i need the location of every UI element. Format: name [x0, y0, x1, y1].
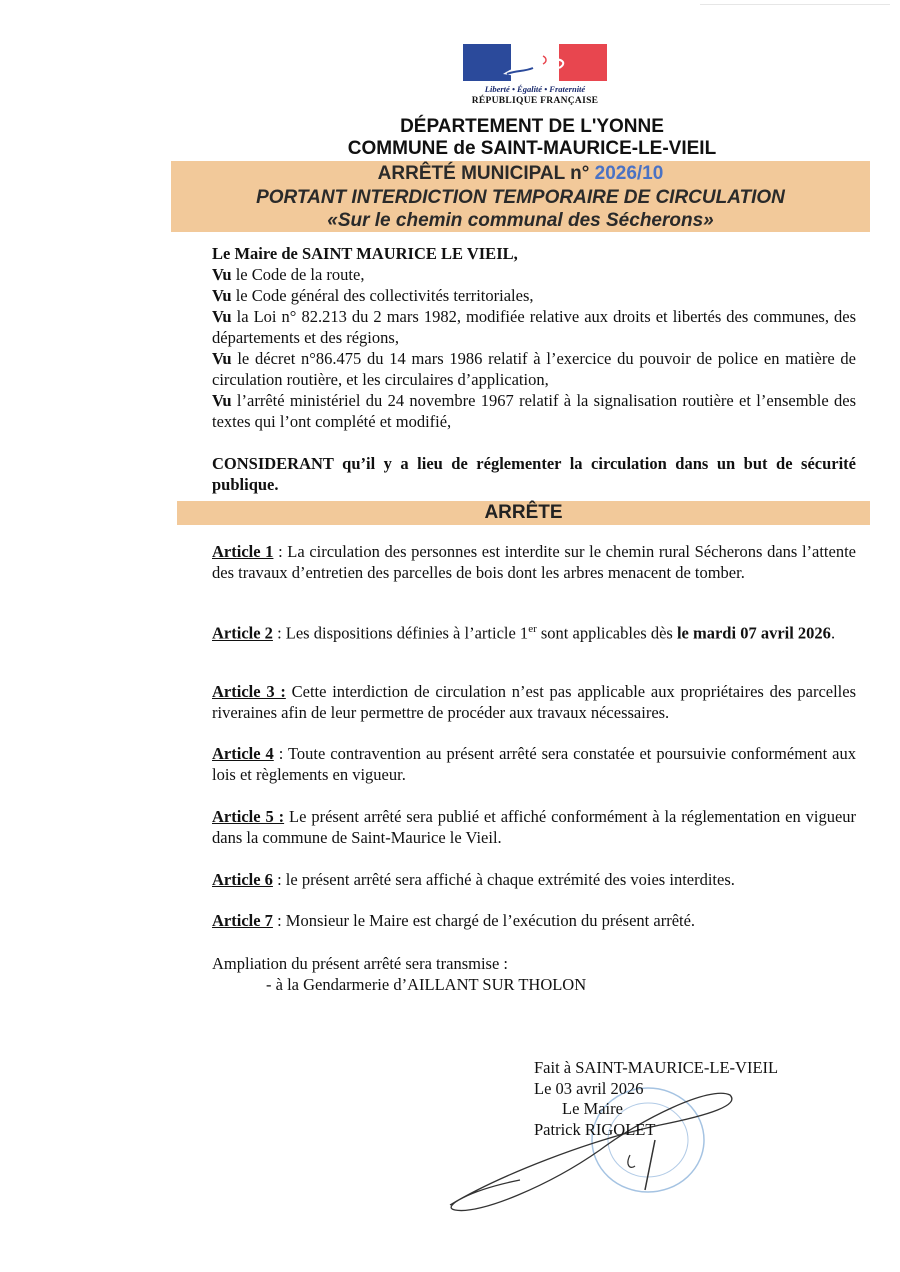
vu-item: Vu le Code de la route, — [212, 265, 365, 284]
article-6: Article 6 : le présent arrêté sera affiché à chaque extrémité des voies interdites. — [212, 870, 735, 889]
republic-motto: Liberté • Égalité • Fraternité — [484, 84, 586, 94]
arrete-number: 2026/10 — [594, 163, 664, 184]
vu-item: Vu la Loi n° 82.213 du 2 mars 1982, modifiée relative aux droits et libertés des communes, des départements et des régions, — [212, 307, 857, 347]
article-5 — [212, 806, 856, 848]
article-label: Article 5 : — [212, 807, 285, 826]
article-1: Article 1 : La circulation des personnes est interdite sur le chemin rural Sécherons dans l’attente des travaux d’entretien des parcelles de bois dont les arbres menacent de tomber. — [212, 542, 856, 582]
article-text: Toute contravention au présent arrêté sera constatée et poursuivie conformément aux lois et règlements en vigueur. — [212, 744, 856, 784]
article-2: Article 2 : Les dispositions définies à l’article 1er sont applicables dès le mardi 07 avril 2026. — [212, 623, 836, 643]
arrete-title-box — [171, 161, 870, 232]
article-4: Article 4 : Toute contravention au présent arrêté sera constatée et poursuivie conformément aux lois et règlements en vigueur. — [212, 744, 856, 784]
arrete-subject: PORTANT INTERDICTION TEMPORAIRE DE CIRCULATION — [256, 187, 785, 208]
republic-name: RÉPUBLIQUE FRANÇAISE — [471, 96, 599, 106]
article-label: Article 4 — [212, 744, 274, 763]
article-text: Le présent arrêté sera publié et affiché conformément à la réglementation en vigueur dans la commune de Saint-Maurice le Vieil. — [212, 807, 857, 847]
preamble — [212, 243, 856, 495]
vu-item: Vu le Code général des collectivités territoriales, — [212, 286, 534, 305]
arrete-number-line — [171, 163, 870, 185]
article-label: Article 6 — [212, 870, 273, 889]
ampliation — [212, 953, 856, 995]
department-title: DÉPARTEMENT DE L'YONNE — [400, 116, 664, 137]
signature-name: Patrick RIGOLET — [534, 1119, 656, 1139]
arrete-title-prefix: ARRÊTÉ MUNICIPAL n° — [377, 163, 590, 184]
article-text: Les dispositions définies à l’article 1 — [285, 623, 529, 643]
marianne-profile-icon — [463, 44, 607, 81]
preamble-intro: Le Maire de SAINT MAURICE LE VIEIL, — [212, 244, 518, 263]
scan-edge-line — [700, 4, 890, 5]
signature-block — [534, 1058, 778, 1140]
article-text: Cette interdiction de circulation n’est pas applicable aux propriétaires des parcelles riveraines afin de leur permettre de procéder aux travaux nécessaires. — [212, 682, 857, 722]
vu-item: Vu le décret n°86.475 du 14 mars 1986 relatif à l’exercice du pouvoir de police en matière de circulation routière, et les circulaires d’application, — [212, 349, 857, 389]
vu-item: Vu l’arrêté ministériel du 24 novembre 1967 relatif à la signalisation routière et l’ensemble des textes qui l’ont complété et modifié, — [212, 391, 857, 431]
commune-title: COMMUNE de SAINT-MAURICE-LE-VIEIL — [347, 138, 717, 159]
marianne-flag-icon — [463, 44, 607, 81]
article-7: Article 7 : Monsieur le Maire est chargé de l’exécution du présent arrêté. — [212, 911, 696, 930]
article-text: La circulation des personnes est interdite sur le chemin rural Sécherons dans l’attente des travaux d’entretien des parcelles de bois dont les arbres menacent de tomber. — [212, 542, 856, 582]
ampliation-intro: Ampliation du présent arrêté sera transmise : — [212, 954, 508, 973]
signature-place: Fait à SAINT-MAURICE-LE-VIEIL — [534, 1058, 779, 1077]
article-text: le présent arrêté sera affiché à chaque extrémité des voies interdites. — [285, 870, 735, 889]
article-3 — [212, 681, 856, 723]
signature-date: Le 03 avril 2026 — [534, 1078, 644, 1098]
ampliation-recipient: - à la Gendarmerie d’AILLANT SUR THOLON — [266, 975, 587, 994]
effective-date: le mardi 07 avril 2026 — [676, 623, 831, 643]
arrete-location: «Sur le chemin communal des Sécherons» — [327, 210, 714, 231]
arrete-heading: ARRÊTE — [177, 501, 870, 525]
article-text: Monsieur le Maire est chargé de l’exécution du présent arrêté. — [285, 911, 696, 930]
article-label: Article 7 — [212, 911, 273, 930]
signature-role: Le Maire — [562, 1099, 623, 1118]
article-label: Article 2 — [212, 623, 273, 643]
republique-francaise-logo — [460, 44, 610, 106]
article-label: Article 1 — [212, 542, 274, 561]
considerant: CONSIDERANT qu’il y a lieu de réglementer la circulation dans un but de sécurité publique. — [212, 454, 856, 494]
article-label: Article 3 : — [212, 682, 286, 701]
